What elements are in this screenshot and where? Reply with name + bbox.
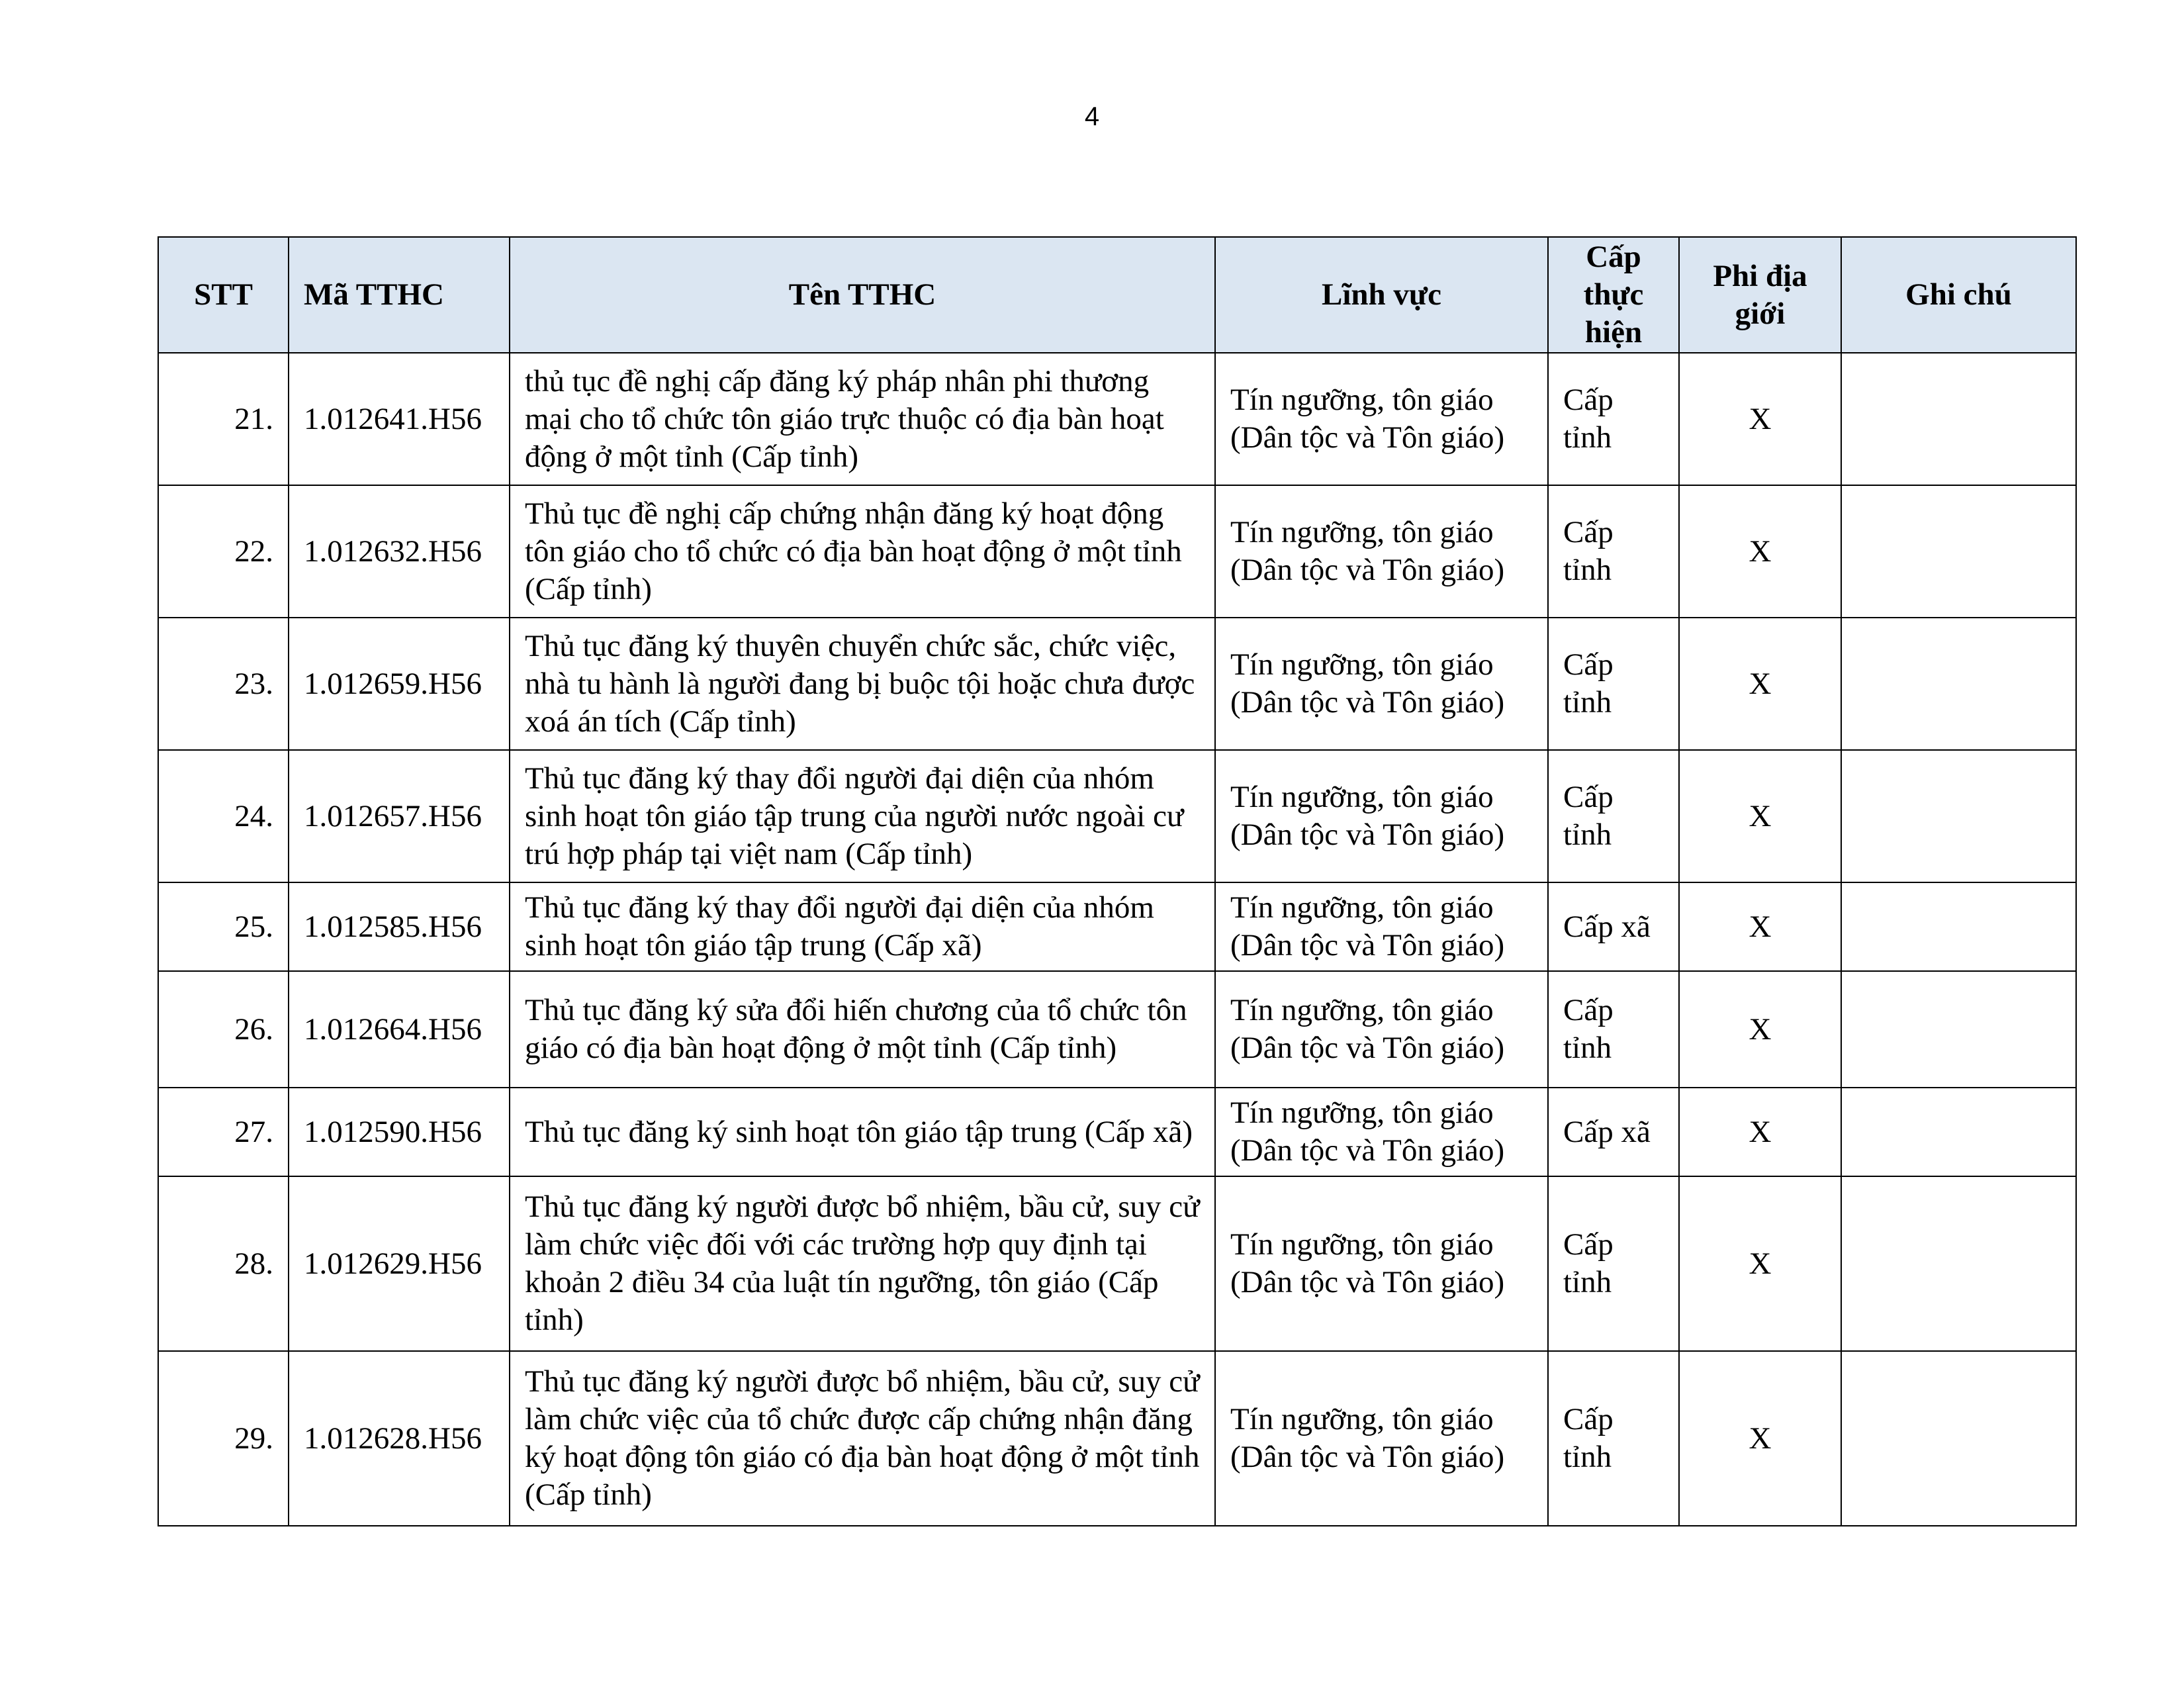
cell-stt: 27. xyxy=(158,1088,289,1176)
table-row xyxy=(158,1351,2076,1526)
header-name: Tên TTHC xyxy=(510,237,1215,353)
cell-name: Thủ tục đăng ký sửa đổi hiến chương của tổ chức tôn giáo có địa bàn hoạt động ở một tỉnh (Cấp tỉnh) xyxy=(510,971,1215,1088)
cell-field: Tín ngưỡng, tôn giáo (Dân tộc và Tôn giáo) xyxy=(1215,485,1548,618)
cell-nonboundary: X xyxy=(1679,1176,1841,1351)
cell-field: Tín ngưỡng, tôn giáo (Dân tộc và Tôn giáo) xyxy=(1215,882,1548,971)
cell-name: Thủ tục đề nghị cấp chứng nhận đăng ký hoạt động tôn giáo cho tổ chức có địa bàn hoạt động ở một tỉnh (Cấp tỉnh) xyxy=(510,485,1215,618)
cell-note xyxy=(1841,971,2076,1088)
cell-name: Thủ tục đăng ký người được bổ nhiệm, bầu cử, suy cử làm chức việc của tổ chức được cấp chứng nhận đăng ký hoạt động tôn giáo có địa bàn hoạt động ở một tỉnh (Cấp tỉnh) xyxy=(510,1351,1215,1526)
cell-stt: 24. xyxy=(158,750,289,882)
cell-note xyxy=(1841,485,2076,618)
cell-field: Tín ngưỡng, tôn giáo (Dân tộc và Tôn giáo) xyxy=(1215,971,1548,1088)
cell-field: Tín ngưỡng, tôn giáo (Dân tộc và Tôn giáo) xyxy=(1215,1088,1548,1176)
cell-level: Cấp tỉnh xyxy=(1548,353,1679,485)
cell-stt: 22. xyxy=(158,485,289,618)
cell-level: Cấp tỉnh xyxy=(1548,1176,1679,1351)
table-row xyxy=(158,750,2076,882)
header-nonboundary: Phi địa giới xyxy=(1679,237,1841,353)
table-row xyxy=(158,353,2076,485)
cell-name: Thủ tục đăng ký sinh hoạt tôn giáo tập trung (Cấp xã) xyxy=(510,1088,1215,1176)
cell-stt: 21. xyxy=(158,353,289,485)
cell-nonboundary: X xyxy=(1679,971,1841,1088)
table-header xyxy=(158,237,2076,353)
cell-level: Cấp tỉnh xyxy=(1548,1351,1679,1526)
cell-code: 1.012664.H56 xyxy=(289,971,510,1088)
cell-name: Thủ tục đăng ký thuyên chuyển chức sắc, chức việc, nhà tu hành là người đang bị buộc tội hoặc chưa được xoá án tích (Cấp tỉnh) xyxy=(510,618,1215,750)
cell-nonboundary: X xyxy=(1679,1088,1841,1176)
cell-level: Cấp tỉnh xyxy=(1548,750,1679,882)
cell-code: 1.012585.H56 xyxy=(289,882,510,971)
cell-field: Tín ngưỡng, tôn giáo (Dân tộc và Tôn giáo) xyxy=(1215,618,1548,750)
cell-name: Thủ tục đăng ký người được bổ nhiệm, bầu cử, suy cử làm chức việc đối với các trường hợp quy định tại khoản 2 điều 34 của luật tín ngưỡng, tôn giáo (Cấp tỉnh) xyxy=(510,1176,1215,1351)
table-row xyxy=(158,618,2076,750)
header-code: Mã TTHC xyxy=(289,237,510,353)
cell-level: Cấp xã xyxy=(1548,1088,1679,1176)
header-stt: STT xyxy=(158,237,289,353)
cell-level: Cấp tỉnh xyxy=(1548,485,1679,618)
table-body xyxy=(158,353,2076,1526)
cell-name: Thủ tục đăng ký thay đổi người đại diện của nhóm sinh hoạt tôn giáo tập trung của người nước ngoài cư trú hợp pháp tại việt nam (Cấp tỉnh) xyxy=(510,750,1215,882)
cell-stt: 28. xyxy=(158,1176,289,1351)
table-row xyxy=(158,882,2076,971)
cell-nonboundary: X xyxy=(1679,353,1841,485)
cell-stt: 26. xyxy=(158,971,289,1088)
cell-field: Tín ngưỡng, tôn giáo (Dân tộc và Tôn giáo) xyxy=(1215,750,1548,882)
cell-name: thủ tục đề nghị cấp đăng ký pháp nhân phi thương mại cho tổ chức tôn giáo trực thuộc có địa bàn hoạt động ở một tỉnh (Cấp tỉnh) xyxy=(510,353,1215,485)
cell-level: Cấp xã xyxy=(1548,882,1679,971)
cell-level: Cấp tỉnh xyxy=(1548,618,1679,750)
cell-code: 1.012629.H56 xyxy=(289,1176,510,1351)
cell-nonboundary: X xyxy=(1679,1351,1841,1526)
cell-field: Tín ngưỡng, tôn giáo (Dân tộc và Tôn giáo) xyxy=(1215,1351,1548,1526)
cell-nonboundary: X xyxy=(1679,618,1841,750)
page-number: 4 xyxy=(1084,102,1100,131)
table-row xyxy=(158,1176,2076,1351)
cell-stt: 23. xyxy=(158,618,289,750)
cell-field: Tín ngưỡng, tôn giáo (Dân tộc và Tôn giáo) xyxy=(1215,1176,1548,1351)
cell-code: 1.012590.H56 xyxy=(289,1088,510,1176)
cell-note xyxy=(1841,1088,2076,1176)
cell-nonboundary: X xyxy=(1679,750,1841,882)
cell-nonboundary: X xyxy=(1679,485,1841,618)
cell-name: Thủ tục đăng ký thay đổi người đại diện của nhóm sinh hoạt tôn giáo tập trung (Cấp xã) xyxy=(510,882,1215,971)
table-row xyxy=(158,1088,2076,1176)
cell-stt: 25. xyxy=(158,882,289,971)
table-row xyxy=(158,971,2076,1088)
cell-code: 1.012659.H56 xyxy=(289,618,510,750)
cell-field: Tín ngưỡng, tôn giáo (Dân tộc và Tôn giáo) xyxy=(1215,353,1548,485)
cell-note xyxy=(1841,750,2076,882)
cell-note xyxy=(1841,1176,2076,1351)
cell-nonboundary: X xyxy=(1679,882,1841,971)
cell-code: 1.012628.H56 xyxy=(289,1351,510,1526)
cell-note xyxy=(1841,1351,2076,1526)
cell-stt: 29. xyxy=(158,1351,289,1526)
cell-note xyxy=(1841,618,2076,750)
table-row xyxy=(158,485,2076,618)
procedures-table xyxy=(158,236,2077,1526)
cell-note xyxy=(1841,353,2076,485)
cell-code: 1.012657.H56 xyxy=(289,750,510,882)
header-row xyxy=(158,237,2076,353)
header-level: Cấp thực hiện xyxy=(1548,237,1679,353)
header-field: Lĩnh vực xyxy=(1215,237,1548,353)
header-note: Ghi chú xyxy=(1841,237,2076,353)
cell-note xyxy=(1841,882,2076,971)
cell-level: Cấp tỉnh xyxy=(1548,971,1679,1088)
cell-code: 1.012641.H56 xyxy=(289,353,510,485)
cell-code: 1.012632.H56 xyxy=(289,485,510,618)
